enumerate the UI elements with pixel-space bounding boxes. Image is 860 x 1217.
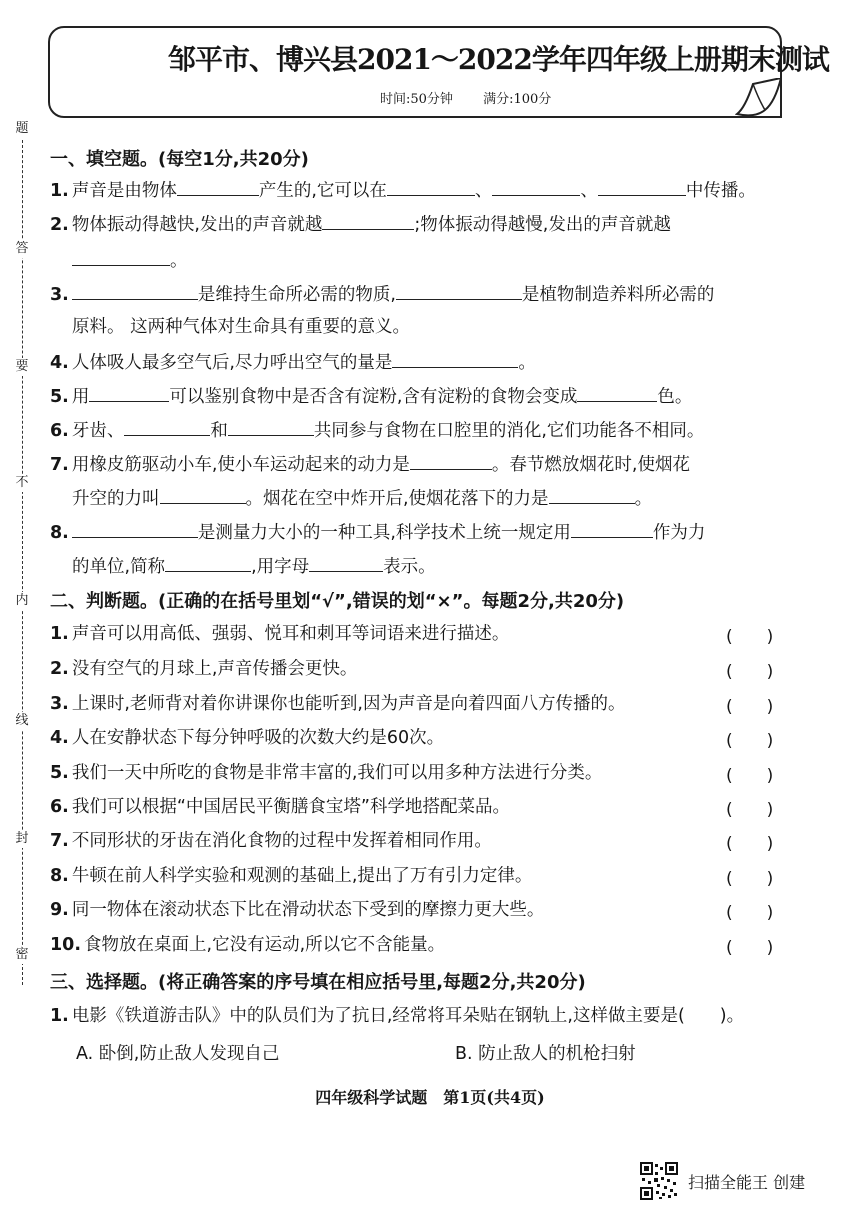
question-number: 6. (50, 797, 69, 817)
seal-char: 封 (13, 830, 31, 848)
question-1-3 (50, 281, 714, 307)
answer-blank[interactable] (89, 383, 169, 402)
option-a[interactable]: A. 卧倒,防止敌人发现自己 (76, 1044, 280, 1064)
judgment-item (50, 726, 444, 750)
answer-parentheses[interactable]: ( ) (726, 834, 774, 854)
question-number: 2. (50, 659, 69, 679)
judgment-item (50, 898, 544, 922)
answer-parentheses[interactable]: ( ) (726, 869, 774, 889)
seal-char: 答 (13, 240, 31, 258)
exam-time: 时间:50分钟 (380, 92, 453, 107)
page-footer: 四年级科学试题 第1页(共4页) (315, 1088, 545, 1107)
question-1-8 (50, 519, 705, 545)
answer-blank[interactable] (387, 177, 475, 196)
question-number: 1. (50, 181, 69, 201)
question-text: 表示。 (383, 557, 436, 577)
answer-parentheses[interactable]: ( ) (726, 627, 774, 647)
question-text: 牛顿在前人科学实验和观测的基础上,提出了万有引力定律。 (71, 866, 533, 886)
seal-char: 要 (13, 358, 31, 376)
question-1-5 (50, 383, 692, 409)
question-text: 。 (170, 251, 188, 271)
question-number: 5. (50, 763, 69, 783)
scanner-watermark (640, 1162, 805, 1200)
option-b[interactable]: B. 防止敌人的机枪扫射 (455, 1044, 636, 1064)
question-text: ;物体振动得越慢,发出的声音就越 (414, 215, 671, 235)
question-1-2-cont (72, 247, 188, 273)
exam-full-score: 满分:100分 (483, 92, 552, 107)
question-number: 7. (50, 831, 69, 851)
answer-blank[interactable] (72, 247, 170, 266)
question-text: 同一物体在滚动状态下比在滑动状态下受到的摩擦力更大些。 (71, 900, 545, 920)
judgment-item (50, 657, 357, 681)
question-text: 用 (71, 387, 90, 407)
question-text: 可以鉴别食物中是否含有淀粉,含有淀粉的食物会变成 (169, 387, 578, 407)
answer-blank[interactable] (396, 281, 522, 300)
answer-blank[interactable] (228, 417, 314, 436)
question-text: 是维持生命所必需的物质, (197, 285, 396, 305)
watermark-text: 扫描全能王 创建 (688, 1172, 806, 1192)
question-text: 升空的力叫 (72, 489, 160, 509)
question-text: 不同形状的牙齿在消化食物的过程中发挥着相同作用。 (71, 831, 492, 851)
judgment-item (50, 692, 625, 716)
question-number: 1. (50, 624, 69, 644)
qr-code-icon (640, 1162, 678, 1200)
question-text: 的单位,简称 (72, 557, 166, 577)
question-1-4 (50, 349, 536, 375)
question-1-8-cont (72, 553, 436, 579)
section-true-false-title: 二、判断题。(正确的在括号里划“√”,错误的划“×”。每题2分,共20分) (50, 591, 625, 612)
question-text: 中传播。 (685, 181, 756, 201)
question-1-7 (50, 451, 690, 477)
question-text: 牙齿、 (71, 421, 125, 441)
answer-blank[interactable] (492, 177, 580, 196)
question-number: 4. (50, 728, 69, 748)
question-number: 1. (50, 1006, 69, 1026)
question-text: 、 (474, 181, 493, 201)
question-number: 10. (50, 935, 82, 955)
question-text: 产生的,它可以在 (258, 181, 387, 201)
judgment-item (50, 622, 509, 646)
question-text: 。烟花在空中炸开后,使烟花落下的力是 (245, 489, 549, 509)
section-choice-title: 三、选择题。(将正确答案的序号填在相应括号里,每题2分,共20分) (50, 972, 586, 993)
answer-blank[interactable] (160, 485, 246, 504)
question-text: 共同参与食物在口腔里的消化,它们功能各不相同。 (313, 421, 705, 441)
answer-parentheses[interactable]: ( ) (726, 938, 774, 958)
seal-char: 密 (13, 946, 31, 964)
question-number: 7. (50, 455, 69, 475)
choice-question-1 (50, 1004, 744, 1028)
answer-blank[interactable] (571, 519, 653, 538)
question-number: 6. (50, 421, 69, 441)
exam-title: 邹平市、博兴县2021～2022学年四年级上册期末测试 (168, 43, 829, 76)
answer-parentheses[interactable]: ( ) (726, 662, 774, 682)
answer-blank[interactable] (124, 417, 210, 436)
answer-parentheses[interactable]: ( ) (726, 800, 774, 820)
question-text: 上课时,老师背对着你讲课你也能听到,因为声音是向着四面八方传播的。 (71, 694, 626, 714)
judgment-item (50, 795, 510, 819)
question-text: 。春节燃放烟花时,使烟花 (491, 455, 690, 475)
question-number: 8. (50, 866, 69, 886)
judgment-item (50, 864, 532, 888)
judgment-item (50, 933, 445, 957)
page-curl-decoration (735, 78, 785, 118)
question-number: 4. (50, 353, 69, 373)
question-text: 、 (580, 181, 598, 201)
question-1-7-cont (72, 485, 652, 511)
question-number: 3. (50, 285, 69, 305)
question-text: 人体吸人最多空气后,尽力呼出空气的量是 (71, 353, 393, 373)
question-1-3-cont: 原料。 这两种气体对生命具有重要的意义。 (72, 317, 411, 337)
answer-blank[interactable] (309, 553, 383, 572)
question-text: 电影《铁道游击队》中的队员们为了抗日,经常将耳朵贴在钢轨上,这样做主要是( )。 (71, 1006, 745, 1026)
answer-blank[interactable] (392, 349, 518, 368)
question-text: 食物放在桌面上,它没有运动,所以它不含能量。 (84, 935, 446, 955)
question-text: 作为力 (652, 523, 706, 543)
question-text: 。 (518, 353, 536, 373)
judgment-item (50, 829, 492, 853)
answer-parentheses[interactable]: ( ) (726, 731, 774, 751)
answer-parentheses[interactable]: ( ) (726, 766, 774, 786)
question-text: 是植物制造养料所必需的 (521, 285, 715, 305)
answer-blank[interactable] (72, 519, 198, 538)
question-1-1 (50, 177, 756, 203)
question-text: 人在安静状态下每分钟呼吸的次数大约是60次。 (71, 728, 445, 748)
answer-parentheses[interactable]: ( ) (726, 697, 774, 717)
question-number: 8. (50, 523, 69, 543)
exam-info (380, 88, 577, 107)
question-text: 没有空气的月球上,声音传播会更快。 (71, 659, 358, 679)
question-text: 。 (634, 489, 653, 509)
question-number: 3. (50, 694, 69, 714)
answer-blank[interactable] (322, 211, 414, 230)
question-number: 9. (50, 900, 69, 920)
question-1-6 (50, 417, 704, 443)
question-text: 我们一天中所吃的食物是非常丰富的,我们可以用多种方法进行分类。 (71, 763, 603, 783)
question-text: 声音可以用高低、强弱、悦耳和刺耳等词语来进行描述。 (71, 624, 510, 644)
seal-char: 不 (13, 474, 31, 492)
question-text: 和 (210, 421, 228, 441)
question-text: 用橡皮筋驱动小车,使小车运动起来的动力是 (71, 455, 410, 475)
answer-blank[interactable] (410, 451, 492, 470)
seal-char: 线 (13, 712, 31, 730)
question-text: 物体振动得越快,发出的声音就越 (71, 215, 323, 235)
answer-blank[interactable] (577, 383, 657, 402)
question-text: 声音是由物体 (71, 181, 177, 201)
question-text: ,用字母 (251, 557, 310, 577)
question-number: 5. (50, 387, 69, 407)
answer-blank[interactable] (549, 485, 635, 504)
judgment-item (50, 761, 602, 785)
question-text: 我们可以根据“中国居民平衡膳食宝塔”科学地搭配菜品。 (71, 797, 510, 817)
question-text: 是测量力大小的一种工具,科学技术上统一规定用 (197, 523, 571, 543)
answer-blank[interactable] (598, 177, 686, 196)
section-fill-in-title: 一、填空题。(每空1分,共20分) (50, 149, 309, 170)
seal-char: 题 (13, 120, 31, 138)
question-text: 色。 (657, 387, 693, 407)
answer-blank[interactable] (72, 281, 198, 300)
question-number: 2. (50, 215, 69, 235)
answer-parentheses[interactable]: ( ) (726, 903, 774, 923)
answer-blank[interactable] (177, 177, 259, 196)
seal-char: 内 (13, 592, 31, 610)
answer-blank[interactable] (165, 553, 251, 572)
question-1-2 (50, 211, 671, 237)
